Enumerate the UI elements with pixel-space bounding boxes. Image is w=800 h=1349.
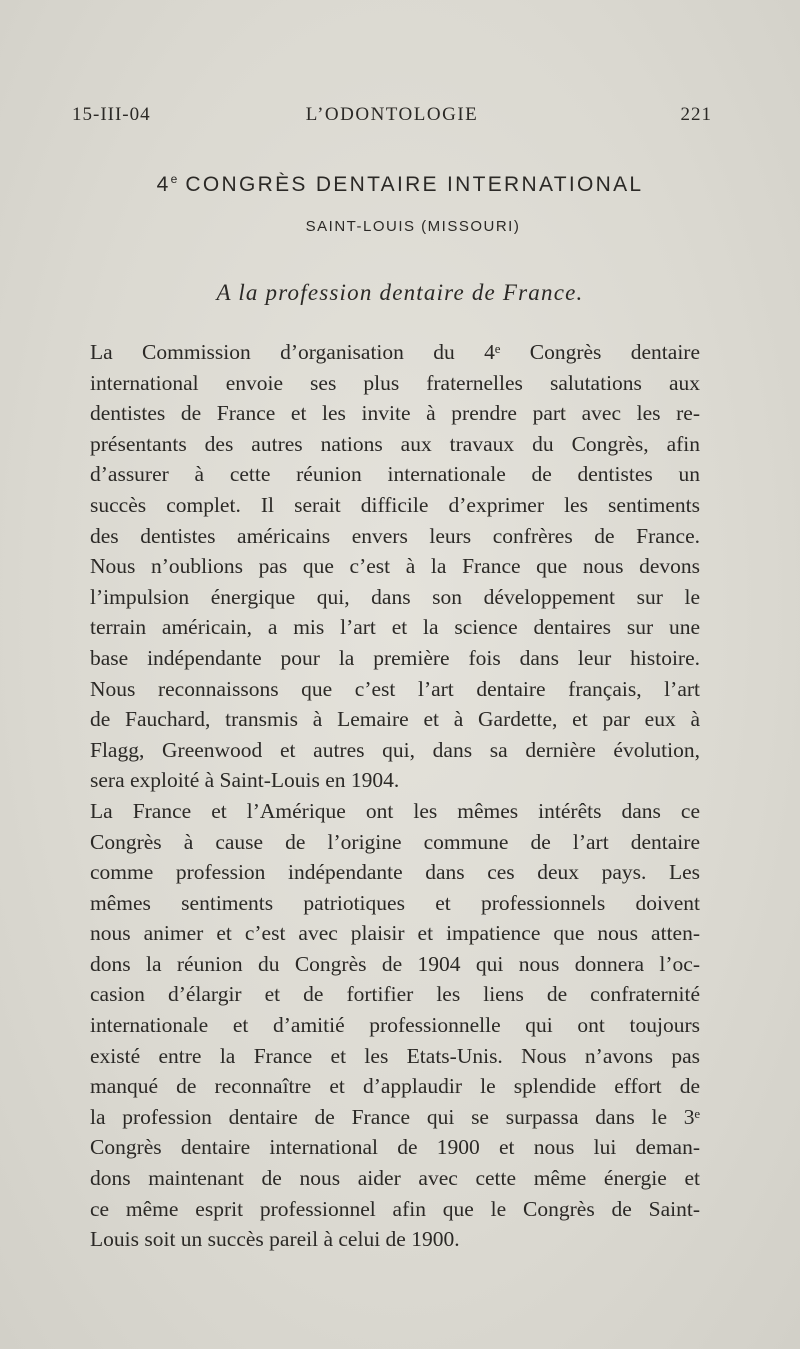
- text-line: de Fauchard, transmis à Lemaire et à Gardette, et par eux à: [90, 707, 700, 732]
- text-line: comme profession indépendante dans ces deux pays. Les: [90, 860, 700, 885]
- running-header: [72, 104, 712, 132]
- paragraph-2: [62, 796, 700, 1255]
- text-line: dentistes de France et les invite à prendre part avec les re-: [90, 401, 700, 426]
- text-line: nous animer et c’est avec plaisir et impatience que nous atten-: [90, 921, 700, 946]
- text-line: terrain américain, a mis l’art et la science dentaires sur une: [90, 615, 700, 640]
- text-line: Congrès à cause de l’origine commune de l’art dentaire: [90, 829, 700, 854]
- journal-title: L’ODONTOLOGIE: [305, 104, 479, 125]
- title-ordinal: e: [170, 172, 178, 186]
- header-date: 15-III-04: [72, 104, 151, 125]
- article-subtitle: SAINT-LOUIS (MISSOURI): [305, 218, 521, 235]
- article-title: [0, 172, 800, 197]
- text-line: international envoie ses plus fraternelles salutations aux: [90, 370, 700, 395]
- text-line: dons maintenant de nous aider avec cette même énergie et: [90, 1166, 700, 1191]
- text-line: manqué de reconnaître et d’applaudir le splendide effort de: [90, 1074, 700, 1099]
- text-line: Flagg, Greenwood et autres qui, dans sa dernière évolution,: [90, 737, 700, 762]
- text-line: l’impulsion énergique qui, dans son développement sur le: [90, 584, 700, 609]
- text-line: d’assurer à cette réunion internationale de dentistes un: [90, 462, 700, 487]
- text-line: Nous n’oublions pas que c’est à la France que nous devons: [90, 554, 700, 579]
- article-body: [62, 337, 700, 1255]
- text-line: ce même esprit professionnel afin que le Congrès de Saint-: [90, 1196, 700, 1221]
- page-number: 221: [680, 104, 712, 125]
- text-line: présentants des autres nations aux travaux du Congrès, afin: [90, 431, 700, 456]
- dedication-line: A la profession dentaire de France.: [216, 280, 584, 305]
- text-line: internationale et d’amitié professionnelle qui ont toujours: [90, 1013, 700, 1038]
- text-line: Congrès dentaire international de 1900 et nous lui deman-: [90, 1135, 700, 1160]
- text-line: mêmes sentiments patriotiques et professionnels doivent: [90, 890, 700, 915]
- text-line: des dentistes américains envers leurs confrères de France.: [90, 523, 700, 548]
- text-line: dons la réunion du Congrès de 1904 qui nous donnera l’oc-: [90, 951, 700, 976]
- text-line: La Commission d’organisation du 4ᵉ Congrès dentaire: [90, 340, 700, 364]
- title-number: 4: [156, 173, 171, 196]
- title-text: CONGRÈS DENTAIRE INTERNATIONAL: [177, 173, 644, 196]
- text-line: base indépendante pour la première fois dans leur histoire.: [90, 645, 700, 670]
- paragraph-1: [62, 337, 700, 796]
- text-line: Nous reconnaissons que c’est l’art dentaire français, l’art: [90, 676, 700, 701]
- text-line: existé entre la France et les Etats-Unis. Nous n’avons pas: [90, 1043, 700, 1068]
- text-line: La France et l’Amérique ont les mêmes intérêts dans ce: [90, 798, 700, 823]
- text-line: sera exploité à Saint-Louis en 1904.: [90, 768, 400, 793]
- text-line: la profession dentaire de France qui se surpassa dans le 3ᵉ: [90, 1104, 700, 1129]
- text-line: succès complet. Il serait difficile d’exprimer les sentiments: [90, 492, 700, 517]
- text-line: casion d’élargir et de fortifier les liens de confraternité: [90, 982, 700, 1007]
- text-line: Louis soit un succès pareil à celui de 1900.: [90, 1227, 460, 1252]
